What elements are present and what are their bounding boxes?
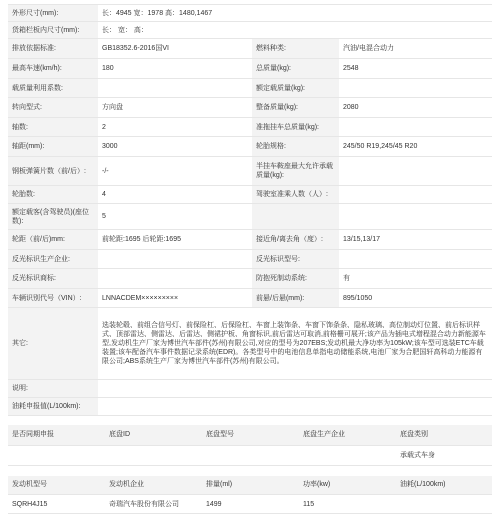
spec-label: 反光标识型号:	[252, 250, 339, 269]
engine-cell: 115	[299, 495, 396, 514]
spec-label: 轮胎数:	[8, 186, 98, 204]
engine-table	[8, 476, 492, 515]
spec-row	[8, 39, 492, 59]
spec-label: 半挂车鞍座最大允许承载质量(kg):	[252, 157, 339, 186]
spec-label: 接近角/离去角（度）:	[252, 230, 339, 250]
engine-cell: 1499	[202, 495, 299, 514]
spec-label: 反光标识生产企业:	[8, 250, 98, 269]
spec-value	[339, 79, 492, 98]
chassis-header-cell: 是否同期申报	[8, 425, 105, 445]
spec-label: 钢板弹簧片数（前/后）:	[8, 157, 98, 186]
spec-label: 最高车速(km/h):	[8, 59, 98, 79]
spec-row	[8, 157, 492, 186]
chassis-header-cell: 底盘ID	[105, 425, 202, 445]
spec-label: 整备质量(kg):	[252, 98, 339, 118]
spec-label: 前悬/后悬(mm):	[252, 289, 339, 308]
chassis-data-row	[8, 445, 492, 465]
spec-value: 2080	[339, 98, 492, 118]
spec-label: 准拖挂车总质量(kg):	[252, 118, 339, 137]
spec-label: 反光标识商标:	[8, 269, 98, 289]
spec-label: 燃料种类:	[252, 39, 339, 59]
chassis-cell	[299, 445, 396, 465]
spec-row	[8, 398, 492, 416]
spec-label: 排放依据标准:	[8, 39, 98, 59]
engine-cell: 奇瑞汽车股份有限公司	[105, 495, 202, 514]
chassis-table	[8, 425, 492, 466]
spec-value: -/-	[98, 157, 252, 186]
chassis-header-row	[8, 425, 492, 445]
chassis-cell	[105, 445, 202, 465]
engine-cell: SQRH4J15	[8, 495, 105, 514]
spec-label: 轴数:	[8, 118, 98, 137]
spec-value	[98, 79, 252, 98]
spec-value: 5	[98, 204, 252, 230]
spec-label: 货箱栏板内尺寸(mm):	[8, 22, 98, 39]
engine-header-cell: 功率(kw)	[299, 476, 396, 495]
spec-label: 轮距（前/后)mm:	[8, 230, 98, 250]
spec-value	[98, 380, 492, 398]
spec-row	[8, 380, 492, 398]
chassis-cell: 承载式车身	[396, 445, 492, 465]
spec-label: 油耗申报值(L/100km):	[8, 398, 98, 416]
spec-value: 2	[98, 118, 252, 137]
spec-row	[8, 98, 492, 118]
spec-label: 额定载客(含驾驶员)(座位数):	[8, 204, 98, 230]
vehicle-spec-page	[8, 4, 492, 514]
spec-value: 方向盘	[98, 98, 252, 118]
spec-value: 245/50 R19,245/45 R20	[339, 137, 492, 157]
spec-row	[8, 5, 492, 22]
spec-value: 4	[98, 186, 252, 204]
spec-row	[8, 186, 492, 204]
engine-header-row	[8, 476, 492, 495]
engine-header-cell: 排量(ml)	[202, 476, 299, 495]
spec-value: GB18352.6-2016国VI	[98, 39, 252, 59]
spec-label: 轮胎规格:	[252, 137, 339, 157]
spec-value: 3000	[98, 137, 252, 157]
spec-value	[98, 398, 492, 416]
spec-value: 选装轮毂、前组合信号灯、前保险杠、后保险杠、车窗上装饰条、车窗下饰条条、隐私玻璃、高位制动灯位置、前后标识样式、顶部雷达、侧雷达、后雷达、侧裙护板、角窗标识,前后雷达可取消,前格栅可展开;该产品为插电式增程混合动力新能源车型,发动机生产厂家为博世汽车部件(苏州)有限公司,对应的型号为207EBS;发动机最大净功率为105kW;该车型可选装ETC车载装置;该车配备汽车事件数据记录系统(EDR)。各类型号中的电池信息单指电动储能系统,电池厂家为合肥国轩高科动力能源有限公司;ABS系统生产厂家为博世汽车部件(苏州)有限公司。	[98, 308, 492, 380]
spec-label: 总质量(kg):	[252, 59, 339, 79]
spec-label: 外形尺寸(mm):	[8, 5, 98, 22]
spec-row	[8, 204, 492, 230]
spec-value	[98, 250, 252, 269]
spec-row	[8, 22, 492, 39]
engine-header-cell: 发动机企业	[105, 476, 202, 495]
spec-value: 895/1050	[339, 289, 492, 308]
spec-value: LNNACDEM×××××××××	[98, 289, 252, 308]
spec-value: 2548	[339, 59, 492, 79]
spec-label: 说明:	[8, 380, 98, 398]
spec-value: 13/15,13/17	[339, 230, 492, 250]
spec-label: 驾驶室准乘人数（人）:	[252, 186, 339, 204]
chassis-header-cell: 底盘生产企业	[299, 425, 396, 445]
spec-value: 长：4945 宽：1978 高：1480,1467	[98, 5, 492, 22]
spec-value	[339, 157, 492, 186]
spec-label: 防抱死制动系统:	[252, 269, 339, 289]
spec-row	[8, 59, 492, 79]
spec-value	[339, 204, 492, 230]
spec-row	[8, 308, 492, 380]
engine-header-cell: 发动机型号	[8, 476, 105, 495]
spec-label: 载质量利用系数:	[8, 79, 98, 98]
engine-data-row	[8, 495, 492, 514]
chassis-cell	[8, 445, 105, 465]
spec-value	[339, 250, 492, 269]
engine-cell	[396, 495, 492, 514]
spec-row	[8, 230, 492, 250]
chassis-header-cell: 底盘型号	[202, 425, 299, 445]
spec-row	[8, 250, 492, 269]
spec-label: 转向型式:	[8, 98, 98, 118]
engine-header-cell: 油耗(L/100km)	[396, 476, 492, 495]
spec-row	[8, 269, 492, 289]
main-spec-table	[8, 4, 492, 416]
spec-value	[339, 186, 492, 204]
spec-value: 前轮距:1695 后轮距:1695	[98, 230, 252, 250]
spec-value: 180	[98, 59, 252, 79]
chassis-header-cell: 底盘类别	[396, 425, 492, 445]
spec-label: 额定载质量(kg):	[252, 79, 339, 98]
spec-label: 其它:	[8, 308, 98, 380]
spec-label: 车辆识别代号（VIN）:	[8, 289, 98, 308]
spec-value	[98, 269, 252, 289]
spec-label	[252, 204, 339, 230]
spec-value: 长： 宽： 高：	[98, 22, 492, 39]
chassis-cell	[202, 445, 299, 465]
spec-value	[339, 118, 492, 137]
spec-row	[8, 118, 492, 137]
spec-value: 有	[339, 269, 492, 289]
spec-row	[8, 289, 492, 308]
spec-row	[8, 137, 492, 157]
spec-value: 汽油/电混合动力	[339, 39, 492, 59]
spec-row	[8, 79, 492, 98]
spec-label: 轴距(mm):	[8, 137, 98, 157]
